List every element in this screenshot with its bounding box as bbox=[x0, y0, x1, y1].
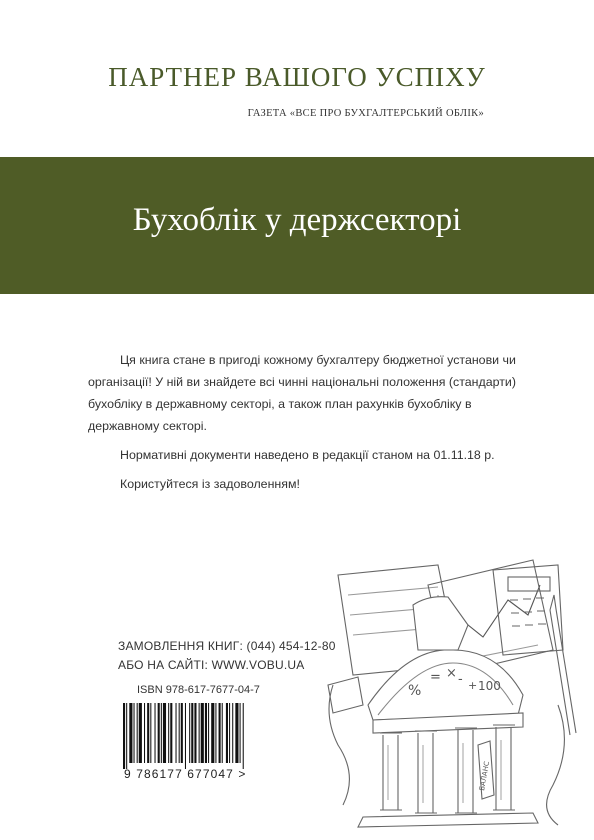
barcode-digits: 9 786177 677047 > bbox=[124, 767, 247, 781]
title-band bbox=[0, 157, 594, 294]
barcode-bar bbox=[181, 703, 183, 763]
equals-label: = bbox=[430, 670, 441, 685]
barcode-bar bbox=[191, 703, 193, 763]
barcode-bar bbox=[185, 703, 186, 769]
barcode-bars bbox=[117, 703, 295, 769]
description-paragraph: Ця книга стане в пригоді кожному бухгалтеру бюджетної установи чи організації! У ній ви знайдете всі чинні національні положення (стандарти) бухобліку в державному секторі, а також план рахунків бухобліку в державному секторі. bbox=[88, 353, 516, 433]
order-info bbox=[118, 637, 336, 675]
barcode-bar bbox=[144, 703, 145, 763]
order-phone: ЗАМОВЛЕННЯ КНИГ: (044) 454-12-80 bbox=[118, 639, 336, 653]
barcode-bar bbox=[163, 703, 166, 763]
barcode-bar bbox=[176, 703, 177, 763]
plus-label: + bbox=[468, 679, 478, 692]
times-label: × bbox=[446, 666, 457, 681]
barcode-bar bbox=[155, 703, 156, 763]
percent-label: % bbox=[408, 683, 422, 699]
barcode-bar bbox=[150, 703, 151, 763]
barcode-bar bbox=[129, 703, 132, 763]
order-website: АБО НА САЙТІ: WWW.VOBU.UA bbox=[118, 658, 305, 672]
bank-building-with-documents-icon bbox=[318, 555, 588, 840]
barcode-bar bbox=[219, 703, 221, 763]
barcode-bar bbox=[205, 703, 207, 763]
barcode-bar bbox=[194, 703, 196, 763]
barcode-bar bbox=[226, 703, 228, 763]
barcode-bar bbox=[123, 703, 125, 769]
barcode-bar bbox=[137, 703, 138, 763]
barcode-bar bbox=[222, 703, 223, 763]
isbn-label: ISBN 978-617-7677-04-7 bbox=[137, 684, 260, 696]
hundred-label: 100 bbox=[478, 679, 501, 693]
barcode-bar bbox=[240, 703, 241, 763]
barcode-bar bbox=[161, 703, 162, 763]
barcode-bar bbox=[201, 703, 204, 763]
minus-label: - bbox=[458, 672, 463, 687]
barcode-bar bbox=[158, 703, 160, 763]
barcode-bar bbox=[170, 703, 172, 763]
barcode-bar bbox=[211, 703, 214, 763]
description bbox=[88, 349, 518, 502]
slogan: ПАРТНЕР ВАШОГО УСПІХУ bbox=[108, 62, 486, 92]
description-paragraph: Нормативні документи наведено в редакції станом на 01.11.18 р. bbox=[120, 448, 495, 462]
barcode-bar bbox=[134, 703, 135, 763]
barcode-bar bbox=[139, 703, 142, 763]
newspaper-subline: ГАЗЕТА «ВСЕ ПРО БУХГАЛТЕРСЬКИЙ ОБЛІК» bbox=[247, 108, 484, 119]
barcode-bar bbox=[229, 703, 230, 763]
barcode-bar bbox=[199, 703, 200, 763]
barcode-bar bbox=[232, 703, 233, 763]
barcode-bar bbox=[147, 703, 149, 763]
barcode-bar bbox=[126, 703, 127, 769]
barcode-bar bbox=[168, 703, 169, 763]
balance-label: БАЛАНС bbox=[478, 760, 492, 792]
book-title: Бухоблік у держсекторі bbox=[132, 202, 462, 238]
barcode-bar bbox=[189, 703, 190, 763]
barcode-bar bbox=[208, 703, 209, 763]
description-paragraph: Користуйтеся із задоволенням! bbox=[120, 477, 300, 491]
barcode-bar bbox=[179, 703, 180, 763]
barcode-bar bbox=[243, 703, 244, 769]
barcode-bar bbox=[215, 703, 216, 763]
barcode-bar bbox=[235, 703, 238, 763]
